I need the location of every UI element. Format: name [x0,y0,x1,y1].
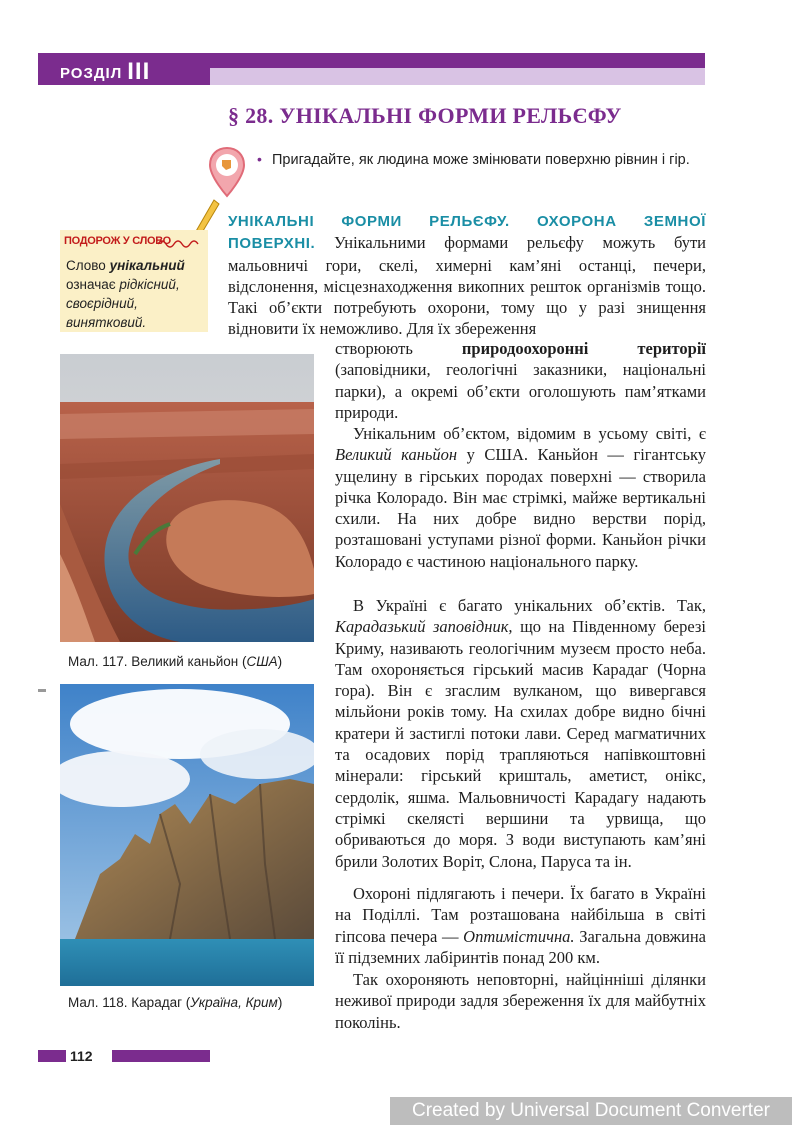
fig117-caption-end: ) [277,654,283,669]
chapter-header-band-light [210,68,705,85]
figure-118-caption [68,995,282,1010]
p1b-start: створюють [335,339,462,358]
paragraph-1-continued [335,338,706,423]
fig117-caption-start: Мал. 117. Великий каньйон ( [68,654,247,669]
fig118-caption-start: Мал. 118. Карадаг ( [68,995,191,1010]
chapter-number: III [127,58,151,85]
p3-end: що на Південному березі Криму, називають геологічним музеєм просто неба. Там охороняється гірський масив Карадаг (Чорна гора). Він є згаслим вулканом, що вивергався мільйони років тому. На схилах добре видно бічні кратери й застиглі потоки лави. Серед магматичних та осадових порід трапляються напівкоштовні мінерали: гірський кришталь, аметист, онікс, сердолік, яшма. Мальовничості Карадагу надають стрімкі скелясті вершини та урвища, що обриваються до моря. З води виступають кам’яні брили Золотих Воріт, Слона, Паруса та ін. [335,617,706,871]
footer-bar-right [112,1050,210,1062]
cave-name-term: Оптимістична. [463,926,575,946]
word-box-text-1: Слово [66,258,110,273]
p1b-end: (заповідники, геологічні заказники, національні парки), а окремі об’єкти оголошують пам’ятками природи. [335,360,706,422]
protected-areas-term: природоохоронні території [461,339,706,358]
fig118-caption-end: ) [277,995,283,1010]
recall-bullet: • [257,151,262,167]
margin-mark [38,689,46,692]
chapter-label [60,57,150,85]
paragraph-1-text: Унікальними формами рельєфу можуть бути мальовничі гори, скелі, химерні кам’яні останці, печери, відслонення, місцезнаходження викопних решток організмів тощо. Такі об’єкти потребують охорони, тому що у разі знищення відновити їх неможливо. Для їх збереження [228,233,706,339]
grand-canyon-photo [60,354,314,642]
paragraph-3 [335,595,706,872]
fig117-place: США [246,654,278,669]
paragraph-1 [228,210,706,340]
page-number: 112 [70,1048,93,1064]
karadag-reserve-term: Карадазький заповідник, [335,617,513,637]
word-travel-title: ПОДОРОЖ У СЛОВО [64,235,171,247]
fig118-place: Україна, Крим [190,995,278,1010]
converter-watermark: Created by Universal Document Converter [390,1097,792,1125]
word-meaning: рідкісний, своєрідний, винятковий. [66,277,180,330]
p2-end: у США. Каньйон — гігантську ущелину в гірських породах поверхні — створила річка Колорадо. Він має стрімкі, майже вертикальні схили. На них добре видно верстви порід, розташовані уступами різної форми. Каньйон річки Колорадо є частиною національного парку. [335,445,707,571]
footer-bar-left [38,1050,66,1062]
section-title: § 28. УНІКАЛЬНІ ФОРМИ РЕЛЬЄФУ [228,103,622,128]
wave-decoration-icon [158,236,202,248]
karadag-photo [60,684,314,986]
paragraph-4 [335,883,706,968]
grand-canyon-term: Великий каньйон [335,445,458,465]
paragraph-5: Так охороняють неповторні, найцінніші ділянки неживої природи задля збереження їх для майбутніх поколінь. [335,970,706,1032]
p2-start: Унікальним об’єктом, відомим в усьому світі, є [353,424,706,443]
paragraph-2 [335,423,706,572]
p3-start: В Україні є багато унікальних об’єктів. Так, [353,596,706,615]
p4-start: Охороні підлягають і печери. Їх багато в Україні на Поділлі. Там розташована найбільша в світі гіпсова печера — [335,884,706,946]
recall-question: Пригадайте, як людина може змінювати поверхню рівнин і гір. [272,152,690,168]
word-travel-definition [66,256,206,332]
defined-word: унікальний [109,258,185,273]
subheading: УНІКАЛЬНІ ФОРМИ РЕЛЬЄФУ. ОХОРОНА ЗЕМНОЇ ПОВЕРХНІ. [228,213,706,253]
word-box-text-2: означає [66,277,120,292]
p4-end: Загальна довжина її підземних лабіринтів понад 200 км. [335,926,706,967]
figure-117-caption [68,654,282,669]
chapter-word: РОЗДІЛ [60,65,123,82]
location-pin-icon [208,146,246,198]
